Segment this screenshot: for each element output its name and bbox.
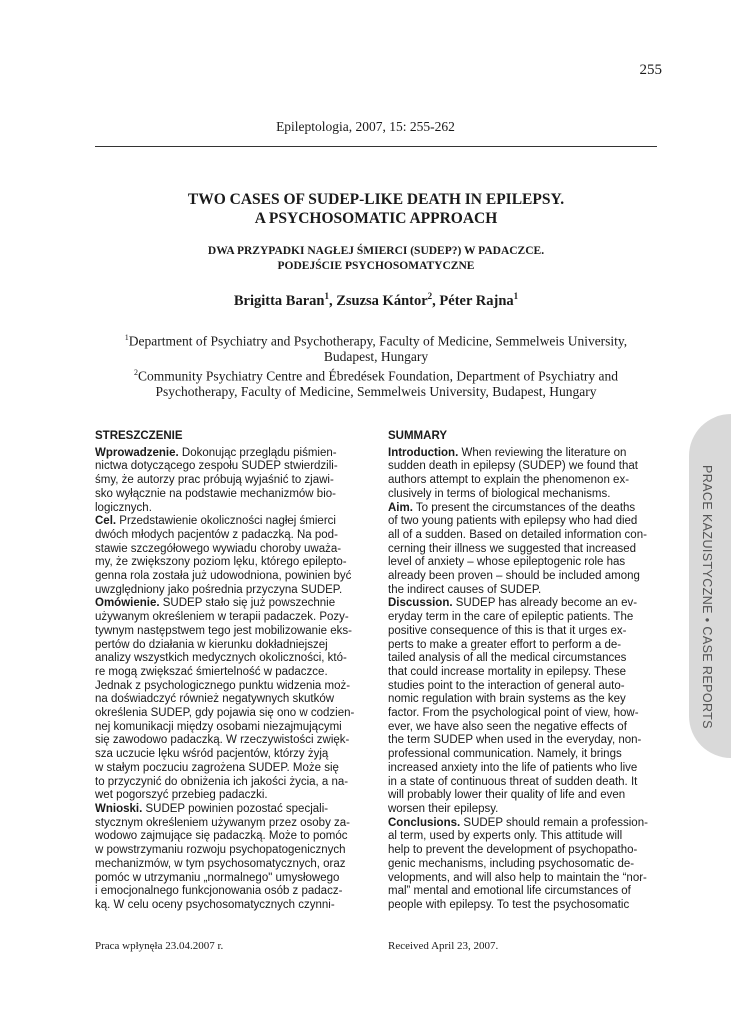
text-line bbox=[388, 693, 656, 707]
section-label: Aim. bbox=[388, 501, 413, 514]
text-line bbox=[95, 693, 363, 707]
text-line bbox=[388, 584, 656, 598]
text-span: studies point to the interaction of general auto- bbox=[388, 679, 625, 692]
text-line bbox=[95, 597, 363, 611]
text-span: SUDEP powinien pozostać specjali- bbox=[142, 802, 329, 815]
text-line bbox=[388, 680, 656, 694]
author-name: Brigitta Baran bbox=[233, 292, 325, 309]
journal-reference: Epileptologia, 2007, 15: 255-262 bbox=[276, 119, 455, 134]
text-line bbox=[95, 734, 363, 748]
text-span: nomic regulation with brain systems as the key bbox=[388, 693, 626, 706]
text-line bbox=[95, 762, 363, 776]
text-line bbox=[388, 611, 656, 625]
text-line bbox=[95, 803, 363, 817]
text-span: sko wyłącznie na podstawie mechanizmów bio- bbox=[95, 487, 336, 500]
section-label: Discussion. bbox=[388, 597, 453, 610]
text-span: mal” mental and emotional life circumstances of bbox=[388, 885, 631, 898]
text-line bbox=[95, 707, 363, 721]
text-span: al term, used by experts only. This attitude will bbox=[388, 830, 623, 843]
text-span: the indirect causes of SUDEP. bbox=[388, 583, 542, 596]
text-line bbox=[95, 488, 363, 502]
text-span: will probably lower their quality of life and even bbox=[388, 789, 626, 802]
text-line bbox=[95, 721, 363, 735]
text-line bbox=[388, 543, 656, 557]
text-line bbox=[388, 858, 656, 872]
text-span: already been proven – should be included among bbox=[388, 570, 640, 583]
text-line bbox=[95, 584, 363, 598]
text-line bbox=[95, 625, 363, 639]
text-span: genna rola została już udowodniona, powinien być bbox=[95, 570, 352, 583]
text-span: professional communication. Namely, it brings bbox=[388, 748, 622, 761]
header-rule bbox=[95, 146, 657, 147]
text-span: cerning their illness we suggested that increased bbox=[388, 542, 637, 555]
text-span: increased anxiety into the life of patients who live bbox=[388, 761, 638, 774]
text-line bbox=[388, 488, 656, 502]
section-label: Conclusions. bbox=[388, 816, 461, 829]
text-span: worsen their epilepsy. bbox=[388, 802, 499, 815]
affiliation-text: Department of Psychiatry and Psychotherapy, Faculty of Medicine, Semmelweis University, bbox=[128, 333, 628, 349]
text-span: factor. From the psychological point of view, how- bbox=[388, 707, 639, 720]
text-span: stawie szczegółowego wywiadu choroby uważa- bbox=[95, 542, 342, 555]
author-separator: , bbox=[432, 292, 440, 309]
text-line bbox=[388, 625, 656, 639]
text-line bbox=[95, 529, 363, 543]
text-line bbox=[95, 885, 363, 899]
text-span: genic mechanisms, including psychosomatic de- bbox=[388, 857, 635, 870]
text-line bbox=[95, 515, 363, 529]
text-span: stycznym określeniem używanym przez osoby za- bbox=[95, 816, 350, 829]
text-span: people with epilepsy. To test the psychosomatic bbox=[388, 898, 630, 911]
affiliation-line bbox=[95, 349, 657, 365]
text-line bbox=[95, 776, 363, 790]
text-span: perts to make a greater effort to perform a de- bbox=[388, 638, 622, 651]
text-line bbox=[95, 680, 363, 694]
text-line bbox=[95, 474, 363, 488]
text-line bbox=[95, 858, 363, 872]
text-span: re mogą zwiększać śmiertelność w padaczce. bbox=[95, 665, 328, 678]
text-line bbox=[388, 529, 656, 543]
text-span: positive consequence of this is that it urges ex- bbox=[388, 624, 627, 637]
text-line bbox=[388, 899, 656, 913]
affiliation-text: Psychotherapy, Faculty of Medicine, Semmelweis University, Budapest, Hungary bbox=[155, 384, 597, 400]
text-span: Jednak z psychologicznego punktu widzenia moż- bbox=[95, 679, 351, 692]
text-line bbox=[388, 803, 656, 817]
text-line bbox=[95, 844, 363, 858]
text-span: w powstrzymaniu rozwoju psychopatogenicznych bbox=[95, 844, 346, 857]
affiliation-mark: 2 bbox=[134, 368, 139, 378]
polish-title bbox=[95, 244, 657, 274]
text-span: mechanizmów, w tym psychosomatycznych, oraz bbox=[95, 857, 346, 870]
text-span: nej komunikacji między osobami niezajmującymi bbox=[95, 720, 342, 733]
text-span: wodowo zajmujące się padaczką. Może to pomóc bbox=[95, 830, 348, 843]
text-span: logicznych. bbox=[95, 501, 152, 514]
author-affiliation-mark: 1 bbox=[324, 291, 329, 301]
title-line-1: TWO CASES OF SUDEP-LIKE DEATH IN EPILEPSY. bbox=[187, 191, 565, 208]
text-span: Przedstawienie okoliczności nagłej śmierci bbox=[116, 515, 336, 528]
text-span: to przyczynić do obniżenia ich jakości życia, a na- bbox=[95, 775, 349, 788]
text-span: wet pogorszyć przebieg padaczki. bbox=[95, 789, 268, 802]
text-line bbox=[95, 543, 363, 557]
text-span: SUDEP has already become an ev- bbox=[452, 597, 638, 610]
text-span: uwzględniony jako pośrednia przyczyna SUDEP. bbox=[95, 583, 343, 596]
text-line bbox=[95, 830, 363, 844]
author-separator: , bbox=[328, 292, 337, 309]
section-label: Cel. bbox=[95, 515, 117, 528]
affiliation-line bbox=[95, 365, 657, 384]
text-span: nictwa dotyczącego zespołu SUDEP stwierdzili- bbox=[95, 460, 338, 473]
section-label: Wprowadzenie. bbox=[95, 446, 179, 459]
text-span: eryday term in the care of epileptic patients. The bbox=[388, 611, 634, 624]
text-span: SUDEP stało się już powszechnie bbox=[159, 597, 336, 610]
author-name: Zsuzsa Kántor bbox=[336, 292, 428, 309]
affiliation-text: Budapest, Hungary bbox=[323, 349, 429, 365]
text-line bbox=[388, 502, 656, 516]
text-span: się zawodowo padaczką. W rzeczywistości zwięk- bbox=[95, 734, 350, 747]
page-number: 255 bbox=[639, 62, 662, 78]
text-span: When reviewing the literature on bbox=[458, 446, 627, 459]
text-span: i emocjonalnego funkcjonowania osób z padacz- bbox=[95, 885, 343, 898]
text-line bbox=[388, 707, 656, 721]
text-line bbox=[95, 447, 363, 461]
text-line bbox=[388, 652, 656, 666]
text-span: sza uczucie lęku wśród pacjentów, którzy żyją bbox=[95, 748, 329, 761]
text-span: authors attempt to explain the phenomenon ex- bbox=[388, 474, 630, 487]
article-title bbox=[95, 190, 657, 228]
text-span: level of anxiety – whose epileptogenic role has bbox=[388, 556, 626, 569]
text-line bbox=[388, 515, 656, 529]
text-line bbox=[95, 460, 363, 474]
text-line bbox=[388, 474, 656, 488]
text-span: the term SUDEP when used in the everyday, non- bbox=[388, 734, 642, 747]
text-line bbox=[388, 762, 656, 776]
text-line bbox=[388, 556, 656, 570]
text-line bbox=[95, 652, 363, 666]
text-line bbox=[95, 502, 363, 516]
text-line bbox=[388, 666, 656, 680]
section-label: Wnioski. bbox=[95, 802, 143, 815]
text-span: śmy, że autorzy prac próbują wyjaśnić to zjawi- bbox=[95, 474, 334, 487]
text-span: ever, we have also seen the negative effects of bbox=[388, 720, 627, 733]
affiliation-mark: 1 bbox=[124, 333, 129, 342]
text-line bbox=[95, 748, 363, 762]
text-line bbox=[95, 872, 363, 886]
text-span: To present the circumstances of the deaths bbox=[412, 501, 636, 514]
affiliation-line bbox=[95, 330, 657, 349]
text-span: in a state of continuous threat of sudden death. It bbox=[388, 775, 638, 788]
text-line bbox=[388, 789, 656, 803]
text-span: of two young patients with epilepsy who had died bbox=[388, 515, 638, 528]
text-span: używanym określeniem w terapii padaczek. Pozy- bbox=[95, 611, 349, 624]
text-line bbox=[95, 817, 363, 831]
title-line-2: A PSYCHOSOMATIC APPROACH bbox=[254, 210, 498, 227]
text-line bbox=[388, 570, 656, 584]
text-span: określenia SUDEP, gdy pojawia się ono w codzien- bbox=[95, 707, 355, 720]
text-span: tywnym następstwem tego jest mobilizowanie eks- bbox=[95, 624, 352, 637]
text-line bbox=[388, 721, 656, 735]
text-line bbox=[388, 844, 656, 858]
text-span: w stałym poczuciu zagrożena SUDEP. Może się bbox=[95, 761, 339, 774]
text-span: tailed analysis of all the medical circumstances bbox=[388, 652, 627, 665]
author-affiliation-mark: 1 bbox=[513, 291, 519, 301]
summary-column bbox=[388, 430, 656, 913]
text-line bbox=[95, 570, 363, 584]
text-span: dwóch młodych pacjentów z padaczką. Na pod- bbox=[95, 528, 338, 541]
text-line bbox=[388, 830, 656, 844]
text-span: ką. W celu oceny psychosomatycznych czynni- bbox=[95, 898, 335, 911]
text-span: sudden death in epilepsy (SUDEP) we found that bbox=[388, 460, 638, 473]
text-line bbox=[388, 447, 656, 461]
text-line bbox=[388, 776, 656, 790]
text-line bbox=[95, 611, 363, 625]
text-line bbox=[388, 734, 656, 748]
text-span: analizy wszystkich medycznych okoliczności, któ- bbox=[95, 652, 347, 665]
text-span: Dokonując przeglądu piśmien- bbox=[178, 446, 337, 459]
streszczenie-heading: STRESZCZENIE bbox=[95, 430, 183, 442]
text-span: velopments, and will also help to maintain the “nor- bbox=[388, 871, 647, 884]
text-line bbox=[388, 460, 656, 474]
text-line bbox=[95, 556, 363, 570]
text-line bbox=[95, 789, 363, 803]
text-line bbox=[95, 639, 363, 653]
summary-heading: SUMMARY bbox=[388, 430, 447, 442]
text-span: clusively in terms of biological mechanisms. bbox=[388, 487, 611, 500]
text-line bbox=[388, 639, 656, 653]
author-affiliation-mark: 2 bbox=[427, 291, 433, 301]
text-line bbox=[388, 885, 656, 899]
text-line bbox=[388, 872, 656, 886]
text-span: pertów do działania w kierunku dokładniejszej bbox=[95, 638, 328, 651]
section-label: Omówienie. bbox=[95, 597, 160, 610]
received-date-english: Received April 23, 2007. bbox=[388, 940, 499, 952]
text-line bbox=[388, 817, 656, 831]
text-span: that could increase mortality in epilepsy. These bbox=[388, 665, 627, 678]
streszczenie-column bbox=[95, 430, 363, 913]
text-line bbox=[95, 899, 363, 913]
affiliation-text: Community Psychiatry Centre and Ébredések Foundation, Department of Psychiatry and bbox=[138, 368, 618, 384]
author-name: Péter Rajna bbox=[439, 292, 514, 309]
text-span: pomóc w utrzymaniu „normalnego" umysłowego bbox=[95, 871, 340, 884]
polish-title-line-2: PODEJŚCIE PSYCHOSOMATYCZNE bbox=[277, 260, 475, 272]
polish-title-line-1: DWA PRZYPADKI NAGŁEJ ŚMIERCI (SUDEP?) W PADACZCE. bbox=[207, 245, 545, 257]
authors bbox=[95, 291, 657, 310]
text-span: my, że zwiększony poziom lęku, którego epilepto- bbox=[95, 556, 347, 569]
section-label: Introduction. bbox=[388, 446, 459, 459]
text-span: all of a sudden. Based on detailed information con- bbox=[388, 528, 647, 541]
text-line bbox=[388, 748, 656, 762]
text-line bbox=[388, 597, 656, 611]
received-date-polish: Praca wpłynęła 23.04.2007 r. bbox=[95, 940, 224, 952]
text-line bbox=[95, 666, 363, 680]
affiliation-line bbox=[95, 384, 657, 400]
text-span: help to prevent the development of psychopatho- bbox=[388, 844, 638, 857]
text-span: na doświadczyć również negatywnych skutków bbox=[95, 693, 335, 706]
text-span: SUDEP should remain a profession- bbox=[460, 816, 648, 829]
affiliations bbox=[95, 330, 657, 400]
section-side-label: PRACE KAZUISTYCZNE • CASE REPORTS bbox=[700, 465, 714, 729]
